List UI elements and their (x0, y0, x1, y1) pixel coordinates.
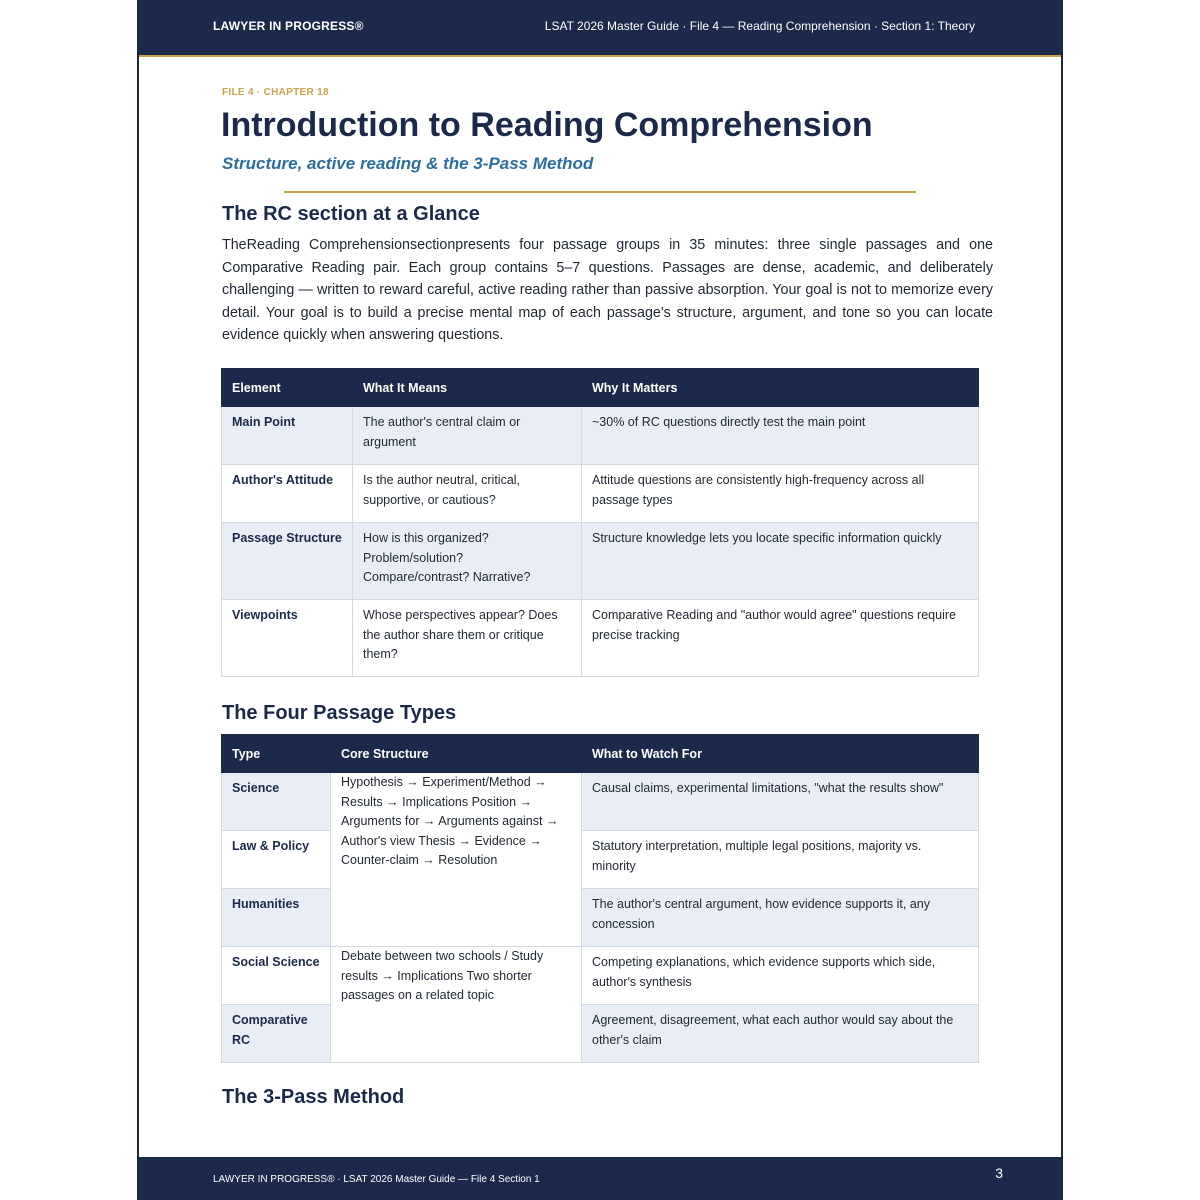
table-cell: Social Science (222, 947, 331, 1005)
header-gold-rule (139, 55, 1061, 57)
table-cell-core-structure: Debate between two schools / Study results → Implications Two shorter passages on a related topic (331, 947, 582, 1063)
section-heading-rc-glance: The RC section at a Glance (222, 203, 480, 225)
page-edge-left (137, 0, 139, 1200)
table-cell: The author's central claim or argument (353, 407, 582, 465)
table-header-cell: What It Means (353, 369, 582, 407)
header-brand: LAWYER IN PROGRESS® (213, 19, 364, 33)
table-cell: Main Point (222, 407, 353, 465)
table-cell: Viewpoints (222, 600, 353, 677)
table-cell: Attitude questions are consistently high-frequency across all passage types (582, 465, 979, 523)
table-cell-core-structure: Hypothesis → Experiment/Method → Results → Implications Position → Arguments for → Arguments against → Author's view Thesis → Evidence → Counter-claim → Resolution (331, 773, 582, 947)
footer-text: LAWYER IN PROGRESS® · LSAT 2026 Master Guide — File 4 Section 1 (213, 1174, 540, 1185)
table-cell: Statutory interpretation, multiple legal positions, majority vs. minority (582, 831, 979, 889)
header-breadcrumb: LSAT 2026 Master Guide · File 4 — Reading Comprehension · Section 1: Theory (544, 19, 975, 33)
page-subtitle: Structure, active reading & the 3-Pass Method (222, 154, 594, 173)
table-cell: ~30% of RC questions directly test the main point (582, 407, 979, 465)
title-divider (284, 191, 916, 193)
table-cell: Competing explanations, which evidence supports which side, author's synthesis (582, 947, 979, 1005)
table-cell: Agreement, disagreement, what each author would say about the other's claim (582, 1005, 979, 1063)
chapter-label: FILE 4 · CHAPTER 18 (222, 87, 329, 98)
page-title: Introduction to Reading Comprehension (221, 106, 873, 144)
section-heading-3-pass: The 3-Pass Method (222, 1086, 405, 1108)
table-cell: Causal claims, experimental limitations, "what the results show" (582, 773, 979, 831)
table-cell: Humanities (222, 889, 331, 947)
table-header-cell: Type (222, 735, 331, 773)
table-row (222, 407, 979, 465)
table-cell: Passage Structure (222, 523, 353, 600)
table-cell: Is the author neutral, critical, supportive, or cautious? (353, 465, 582, 523)
table-cell: Author's Attitude (222, 465, 353, 523)
table-cell: Whose perspectives appear? Does the author share them or critique them? (353, 600, 582, 677)
page-footer (139, 1157, 1061, 1200)
passage-types-table (221, 734, 979, 1063)
table-cell: Law & Policy (222, 831, 331, 889)
table-cell: Comparative RC (222, 1005, 331, 1063)
table-row (222, 947, 979, 1005)
table-header-cell: Why It Matters (582, 369, 979, 407)
table-cell: Science (222, 773, 331, 831)
table-row (222, 600, 979, 677)
table-cell: Comparative Reading and "author would agree" questions require precise tracking (582, 600, 979, 677)
page-number: 3 (995, 1165, 1003, 1181)
table-header-cell: What to Watch For (582, 735, 979, 773)
table-row (222, 773, 979, 831)
table-cell: The author's central argument, how evidence supports it, any concession (582, 889, 979, 947)
elements-table (221, 368, 979, 677)
table-row (222, 465, 979, 523)
table-cell: Structure knowledge lets you locate specific information quickly (582, 523, 979, 600)
table-header-row (222, 735, 979, 773)
table-header-cell: Element (222, 369, 353, 407)
intro-paragraph: TheReading Comprehensionsectionpresents four passage groups in 35 minutes: three single passages and one Comparative Reading pair. Each group contains 5–7 questions. Passages are dense, academic, and deliberately challenging — written to reward careful, active reading rather than passive absorption. Your goal is not to memorize every detail. Your goal is to build a precise mental map of each passage's structure, argument, and tone so you can locate evidence quickly when answering questions. (222, 237, 993, 344)
table-header-row (222, 369, 979, 407)
table-row (222, 523, 979, 600)
table-cell: How is this organized? Problem/solution? Compare/contrast? Narrative? (353, 523, 582, 600)
section-heading-passage-types: The Four Passage Types (222, 702, 457, 724)
page-edge-right (1061, 0, 1063, 1200)
table-header-cell: Core Structure (331, 735, 582, 773)
page-header (139, 0, 1061, 55)
